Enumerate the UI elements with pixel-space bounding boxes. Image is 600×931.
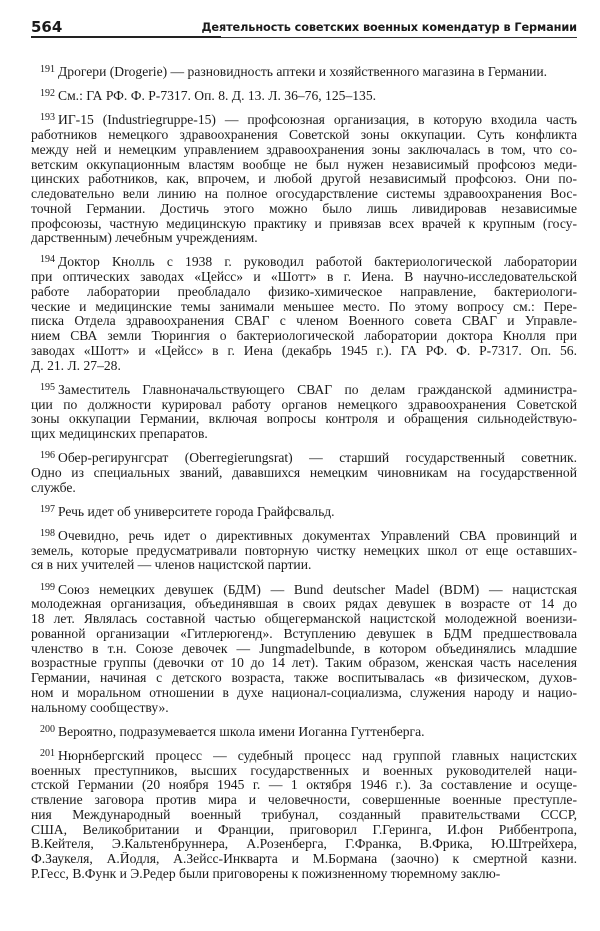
footnote-line [31,285,577,300]
footnote-line [31,128,577,143]
footnote-line [31,202,577,217]
footnote-line [31,481,577,496]
footnote-number: 201 [40,747,55,759]
footnote-line [31,329,577,344]
footnote-number: 199 [40,581,55,593]
running-header [31,18,577,38]
page-number: 564 [31,18,63,36]
footnote-line [31,686,577,701]
footnote-line [31,87,577,104]
footnote-text: См.: ГА РФ. Ф. Р-7317. Оп. 8. Д. 13. Л. 36–76, 125–135. [58,88,377,104]
footnote-line [31,527,577,544]
footnote-text: Д. 21. Л. 27–28. [31,358,121,373]
footnote-line [31,837,577,852]
footnote-text: Доктор Кнолль с 1938 г. руководил работой бактериологической лаборатории [58,254,577,270]
footnote-text: заводах «Шотт» и «Цейсс» в г. Иена (декабрь 1945 г.). ГА РФ. Ф. Р-7317. Оп. 56. [31,343,577,358]
footnote-number: 193 [40,112,55,124]
footnote-text: Вероятно, подразумевается школа имени Иоганна Гуттенберга. [58,723,425,739]
footnote-text: США, Великобритании и Франции, приговорил Г.Геринга, И.фон Риббентропа, [31,822,577,837]
footnote-text: дарственным) лечебным учреждениям. [31,231,258,246]
footnote-number: 195 [40,381,55,393]
footnote-line [31,466,577,481]
footnote-200 [31,723,577,740]
footnote-line [31,381,577,398]
footnote-text: ствление заговора против мира и человечности, совершенные военные преступле- [31,793,577,808]
footnote-number: 200 [40,723,55,735]
footnote-line [31,143,577,158]
footnote-text: В.Кейтеля, Э.Кальтенбруннера, А.Розенберга, Г.Франка, В.Фрика, Ю.Штрейхера, [31,837,577,852]
footnote-201 [31,747,577,882]
footnote-line [31,270,577,285]
footnote-line [31,747,577,764]
footnotes [31,63,577,889]
footnote-line [31,808,577,823]
footnote-line [31,187,577,202]
footnote-text: Германии, начиная с детского возраста, также воспитывалась «в физическом, духов- [31,671,577,686]
footnote-text: рованной организации «Гитлерюгенд». Вступлению девушек в БДМ предшествовала [31,626,577,641]
footnote-line [31,612,577,627]
footnote-text: ческие и медицинские темы занимали меньшее место. По этому вопросу см.: Пере- [31,299,577,314]
footnote-text: ции по должности курировал работу органов немецкого здравоохранения Советской [31,397,577,412]
footnote-197 [31,503,577,520]
footnote-text: работе лаборатории преобладало физико-химическое направление, бактериологи- [31,284,577,299]
footnote-195 [31,381,577,442]
footnote-line [31,412,577,427]
footnote-text: писка Отдела здравоохранения СВАГ с членом Военного совета СВАГ и Управле- [31,314,577,329]
footnote-line [31,867,577,882]
footnote-text: Речь идет об университете города Грайфсвальд. [58,503,335,519]
footnote-line [31,581,577,598]
footnote-text: Одно из специальных званий, дававшихся немецким чиновникам на государственной [31,465,577,480]
footnote-number: 198 [40,527,55,539]
footnote-line [31,158,577,173]
footnote-line [31,503,577,520]
footnote-text: Дрогери (Drogerie) — разновидность аптеки и хозяйственного магазина в Германии. [58,64,548,79]
footnote-line [31,778,577,793]
footnote-text: ИГ-15 (Industriegruppe-15) — профсоюзная организация, в которую входила часть [58,112,577,128]
footnote-text: Очевидно, речь идет о директивных документах Управлений СВА провинций и [58,527,577,543]
footnote-line [31,172,577,187]
footnote-text: нальному сообществу». [31,700,169,715]
footnote-line [31,597,577,612]
footnote-line [31,701,577,716]
footnote-text: при оптических заводах «Цейсс» и «Шотт» в г. Иена. В научно-исследовательской [31,270,577,285]
footnote-text: возрастные группы (девочки от 10 до 14 лет). Таким образом, женская часть населения [31,656,577,671]
header-rule-accent [31,36,221,38]
footnote-194 [31,253,577,373]
footnote-number: 191 [40,64,55,75]
footnote-number: 197 [40,503,55,515]
footnote-line [31,314,577,329]
footnote-number: 196 [40,450,55,462]
footnote-line [31,656,577,671]
footnote-line [31,558,577,573]
footnote-text: 18 лет. Являлась составной частью общегерманской нацистской молодежной военизи- [31,612,577,627]
footnote-text: щих медицинских препаратов. [31,427,208,442]
footnote-text: Союз немецких девушек (БДМ) — Bund deutscher Madel (BDM) — нацистская [58,581,577,597]
footnote-text: ветским оккупационным властям вообще не был нужен независимый профсоюз меди- [31,157,577,172]
footnote-number: 194 [40,254,55,266]
footnote-text: службе. [31,480,76,495]
footnote-line [31,217,577,232]
footnote-line [31,449,577,466]
footnote-line [31,764,577,779]
running-title: Деятельность советских военных комендатур в Германии [201,21,577,34]
footnote-text: земель, которые предусматривали повторную чистку немецких школ от еще оставших- [31,543,577,558]
footnote-text: нием СВА земли Тюрингия о бактериологической лаборатории доктора Кнолля при [31,329,577,344]
footnote-text: профсоюзы, частную медицинскую практику и привязав всех врачей к крупным (госу- [31,216,577,231]
footnote-196 [31,449,577,495]
footnote-line [31,642,577,657]
footnote-text: Нюрнбергский процесс — судебный процесс над группой главных нацистских [58,747,577,763]
footnote-192 [31,87,577,104]
footnote-line [31,63,577,80]
footnote-text: ся в них учителей — членов нацистской партии. [31,558,312,573]
footnote-line [31,300,577,315]
footnote-line [31,823,577,838]
footnote-text: Заместитель Главноначальствующего СВАГ по делам гражданской администра- [58,381,577,397]
footnote-line [31,427,577,442]
footnote-line [31,671,577,686]
footnote-line [31,544,577,559]
footnote-text: молодежная организация, объединявшая в своих рядах девушек в возрасте от 14 до [31,597,577,612]
footnote-198 [31,527,577,573]
footnote-line [31,344,577,359]
footnote-line [31,852,577,867]
footnote-191 [31,63,577,80]
footnote-text: стской Германии (20 ноября 1945 г. — 1 октября 1946 г.). За составление и осуще- [31,778,577,793]
footnote-199 [31,581,577,716]
footnote-text: ния Международный военный трибунал, созданный правительствами СССР, [31,807,577,822]
footnote-line [31,231,577,246]
footnote-line [31,253,577,270]
footnote-text: военных преступников, высших государственных и военных руководителей наци- [31,763,577,778]
footnote-text: ном и моральном отношении в духе национал-социализма, служения народу и нацио- [31,685,577,700]
footnote-text: точной Германии. Достичь этого можно было лишь ливидировав независимые [31,201,577,216]
footnote-line [31,793,577,808]
footnote-number: 192 [40,88,55,100]
footnote-193 [31,111,577,246]
footnote-line [31,723,577,740]
footnote-line [31,627,577,642]
footnote-text: Ф.Заукеля, А.Йодля, А.Зейсс-Инкварта и М.Бормана (заочно) к смертной казни. [31,852,577,867]
footnote-text: зоны оккупации Германии, включая вопросы контроля и обращения сильнодействую- [31,412,577,427]
footnote-text: Обер-регирунгсрат (Oberregierungsrat) — старший государственный советник. [58,450,577,466]
footnote-line [31,359,577,374]
footnote-line [31,111,577,128]
footnote-text: цинских работников, как, впрочем, и любой другой независимый профсоюз. Они по- [31,172,577,187]
footnote-text: между ней и немецким управлением здравоохранения зоны заключалась в том, что со- [31,142,577,157]
footnote-text: следовательно вели линию на полное огосударствление системы здравоохранения Вос- [31,187,577,202]
footnote-text: работников немецкого здравоохранения Советской зоны оккупации. Суть конфликта [31,128,577,143]
footnote-text: Р.Гесс, В.Функ и Э.Редер были приговорены к пожизненному тюремному заклю- [31,866,501,881]
footnote-line [31,398,577,413]
footnote-text: членство в т.н. Союзе девочек — Jungmadelbunde, в котором объединялись младшие [31,641,577,656]
